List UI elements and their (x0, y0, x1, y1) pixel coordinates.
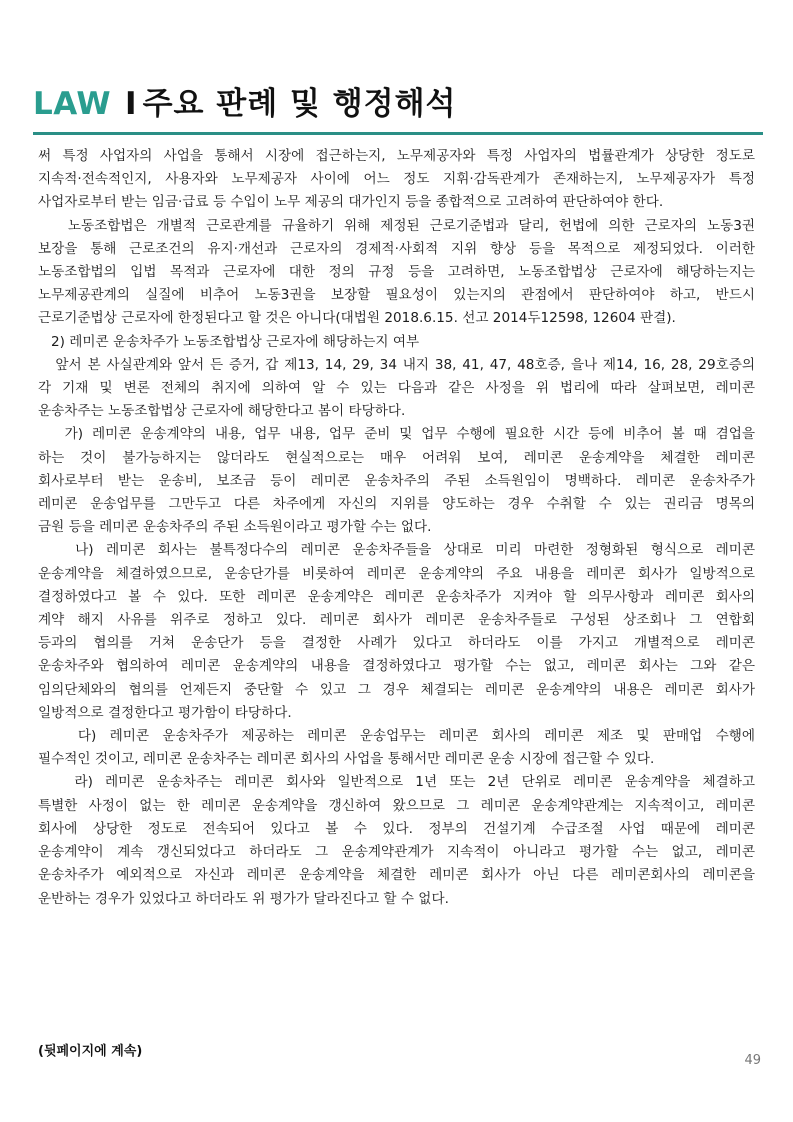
text-line: 운송차주는 노동조합법상 근로자에 해당한다고 봄이 타당하다. (38, 403, 406, 420)
text-line: 근로기준법상 근로자에 한정된다고 할 것은 아니다(대법원 2018.6.15. 선고 2014두12598, 12604 판결). (38, 310, 676, 327)
text-line: 운송차주와 협의하여 레미콘 운송계약의 내용을 결정하였다고 평가할 수는 없고, 레미콘 회사는 그와 같은 (38, 658, 755, 675)
text-line: 계약 해지 사유를 위주로 정하고 있다. 레미콘 회사가 레미콘 운송차주들로 구성된 상조회나 그 연합회 (38, 612, 755, 629)
text-line: 노무제공관계의 실질에 비추어 노동3권을 보장할 필요성이 있는지의 관점에서 판단하여야 하고, 반드시 (38, 287, 755, 304)
text-line: 다) 레미콘 운송차주가 제공하는 레미콘 운송업무는 레미콘 회사의 레미콘 제조 및 판매업 수행에 (38, 728, 755, 745)
text-line: 등과의 협의를 거쳐 운송단가 등을 결정한 사례가 있다고 하더라도 이를 가지고 개별적으로 레미콘 (38, 635, 755, 652)
text-line: 노동조합법은 개별적 근로관계를 규율하기 위해 제정된 근로기준법과 달리, 헌법에 의한 근로자의 노동3권 (38, 217, 755, 234)
section-label: LAW (33, 86, 112, 122)
continue-note: (뒷페이지에 계속) (38, 1044, 143, 1059)
text-line: 사업자로부터 받는 임금·급료 등 수입이 노무 제공의 대가인지 등을 종합적으로 고려하여 판단하여야 한다. (38, 194, 664, 211)
text-line: 노동조합법의 입법 목적과 근로자에 대한 정의 규정 등을 고려하면, 노동조합법상 근로자에 해당하는지는 (38, 264, 755, 281)
text-line: 가) 레미콘 운송계약의 내용, 업무 내용, 업무 준비 및 업무 수행에 필요한 시간 등에 비추어 볼 때 겸업을 (38, 426, 755, 443)
text-line: 라) 레미콘 운송차주는 레미콘 회사와 일반적으로 1년 또는 2년 단위로 레미콘 운송계약을 체결하고 (38, 774, 755, 791)
text-line: 운반하는 경우가 있었다고 하더라도 위 평가가 달라진다고 할 수 없다. (38, 890, 449, 907)
section-divider: I (125, 86, 137, 122)
body-text (38, 145, 755, 911)
text-line: 지속적·전속적인지, 사용자와 노무제공자 사이에 어느 정도 지휘·감독관계가 존재하는지, 노무제공자가 특정 (38, 171, 755, 188)
text-line: 회사에 상당한 정도로 전속되어 있다고 볼 수 있다. 정부의 건설기계 수급조절 사업 때문에 레미콘 (38, 820, 755, 837)
page-number: 49 (744, 1053, 761, 1068)
text-line: 특별한 사정이 없는 한 레미콘 운송계약을 갱신하여 왔으므로 그 레미콘 운송계약관계는 지속적이고, 레미콘 (38, 797, 755, 814)
text-line: 필수적인 것이고, 레미콘 운송차주는 레미콘 회사의 사업을 통해서만 레미콘 운송 시장에 접근할 수 있다. (38, 751, 655, 768)
text-line: 보장을 통해 근로조건의 유지·개선과 근로자의 경제적·사회적 지위 향상 등을 목적으로 제정되었다. 이러한 (38, 240, 755, 257)
text-line: 2) 레미콘 운송차주가 노동조합법상 근로자에 해당하는지 여부 (38, 333, 420, 350)
text-line: 금원 등을 레미콘 운송차주의 주된 소득원이라고 평가할 수는 없다. (38, 519, 432, 536)
text-line: 레미콘 운송업무를 그만두고 다른 차주에게 자신의 지위를 양도하는 경우 수취할 수 있는 권리금 명목의 (38, 496, 755, 513)
section-heading: 주요 판례 및 행정해석 (142, 86, 457, 122)
text-line: 운송차주가 예외적으로 자신과 레미콘 운송계약을 체결한 레미콘 회사가 아닌 다른 레미콘회사의 레미콘을 (38, 867, 755, 884)
text-line: 일방적으로 결정한다고 평가함이 타당하다. (38, 704, 292, 721)
text-line: 각 기재 및 변론 전체의 취지에 의하여 알 수 있는 다음과 같은 사정을 위 법리에 따라 살펴보면, 레미콘 (38, 380, 755, 397)
text-line: 회사로부터 받는 운송비, 보조금 등이 레미콘 운송차주의 주된 소득원임이 명백하다. 레미콘 운송차주가 (38, 472, 755, 489)
text-line: 운송계약을 체결하였으므로, 운송단가를 비롯하여 레미콘 운송계약의 주요 내용을 레미콘 회사가 일방적으로 (38, 565, 755, 582)
text-line: 써 특정 사업자의 사업을 통해서 시장에 접근하는지, 노무제공자와 특정 사업자의 법률관계가 상당한 정도로 (38, 148, 755, 164)
text-line: 결정하였다고 볼 수 있다. 또한 레미콘 운송계약은 레미콘 운송차주가 지켜야 할 의무사항과 레미콘 회사의 (38, 588, 755, 605)
section-title (33, 84, 456, 124)
text-line: 하는 것이 불가능하지는 않더라도 현실적으로는 매우 어려워 보여, 레미콘 운송계약을 체결한 레미콘 (38, 449, 755, 466)
header-rule (33, 132, 763, 135)
text-line: 임의단체와의 협의를 언제든지 중단할 수 있고 그 경우 체결되는 레미콘 운송계약의 내용은 레미콘 회사가 (38, 681, 755, 698)
text-line: 앞서 본 사실관계와 앞서 든 증거, 갑 제13, 14, 29, 34 내지 38, 41, 47, 48호증, 을나 제14, 16, 28, 29호증의 (38, 356, 755, 373)
text-line: 운송계약이 계속 갱신되었다고 하더라도 그 운송계약관계가 지속적이 아니라고 평가할 수는 없고, 레미콘 (38, 844, 755, 861)
text-line: 나) 레미콘 회사는 불특정다수의 레미콘 운송차주들을 상대로 미리 마련한 정형화된 형식으로 레미콘 (38, 542, 755, 559)
page-header (33, 84, 763, 132)
